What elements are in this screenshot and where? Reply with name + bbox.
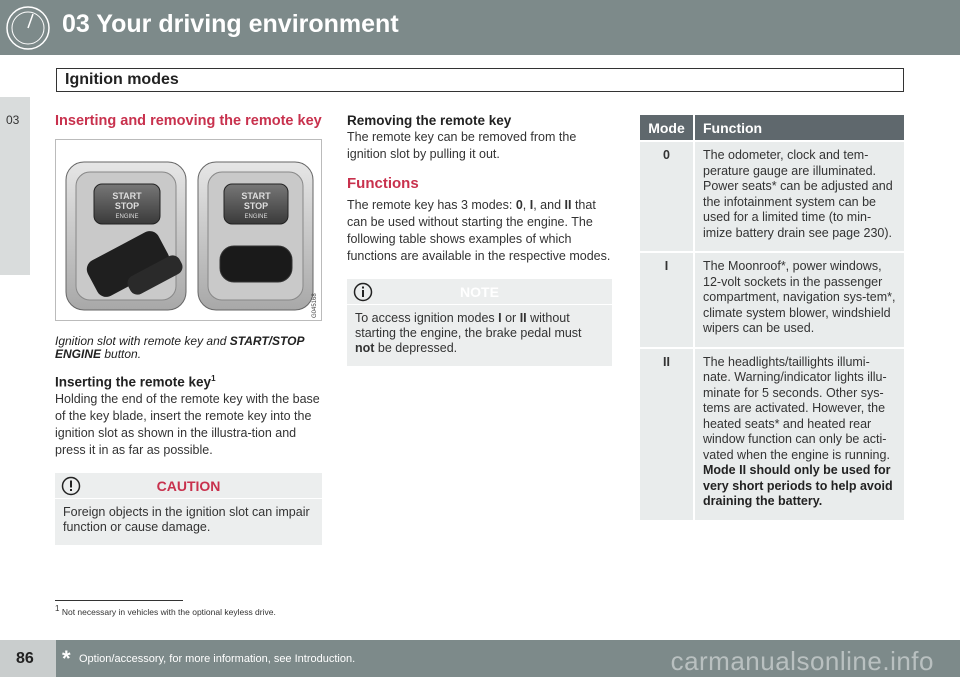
removing-body: The remote key can be removed from the ignition slot by pulling it out.: [347, 130, 577, 161]
caption-bold: START/STOP ENGINE: [55, 334, 304, 361]
functions-text-2: that can be used without starting the engine. The following table shows examples of which functions are available in the respective modes.: [347, 198, 611, 263]
heading-inserting-removing: Inserting and removing the remote key: [55, 113, 322, 129]
page-number-tab: [0, 640, 56, 677]
caution-text: Foreign objects in the ignition slot can impair function or cause damage.: [63, 504, 310, 534]
chapter-title: 03 Your driving environment: [62, 10, 399, 38]
heading-inserting-key: [55, 371, 322, 391]
heading-functions: Functions: [347, 175, 419, 192]
footer-bar: [0, 640, 960, 677]
footer-note: Option/accessory, for more information, see Introduction.: [79, 653, 356, 665]
note-not: not: [355, 341, 375, 355]
svg-text:ENGINE: ENGINE: [115, 214, 139, 220]
heading-removing-key: Removing the remote key: [347, 113, 512, 128]
functions-and: , and: [533, 198, 565, 212]
mode-2-label: II: [564, 198, 572, 212]
footnote-divider: [55, 600, 183, 601]
inserting-body: Holding the end of the remote key with the base of the key blade, insert the remote key into the ignition slot as shown in the illustra-tion and press it in as far as possible.: [55, 391, 320, 457]
footer-star: *: [62, 646, 71, 671]
table-row: [640, 348, 904, 520]
note-text-3: be depressed.: [374, 341, 458, 355]
mode-0-label: 0: [515, 198, 523, 212]
function-text: The headlights/taillights illumi-nate. Warning/indicator lights illu-minate for 5 seconds. Other sys-tems are activated. However, the heated seats* and heated rear window function can only be acti-vated when the engine is running.: [703, 354, 890, 462]
note-text: [347, 305, 612, 366]
note-header: [347, 279, 612, 305]
function-cell: The Moonroof*, power windows, 12-volt sockets in the passenger compartment, navigation sys-tem*, climate system blower, windshield wipers can be used.: [694, 252, 904, 348]
note-box: [347, 279, 612, 366]
header-mode: Mode: [640, 115, 694, 141]
svg-text:STOP: STOP: [114, 201, 140, 211]
section-title: Ignition modes: [65, 71, 179, 88]
gauge-icon: [4, 4, 52, 52]
mode-cell: 0: [640, 141, 694, 252]
section-title-box: [56, 68, 904, 92]
table-header-row: [640, 115, 904, 141]
note-mode-1: I: [498, 311, 502, 325]
left-column: [55, 113, 322, 545]
note-mode-2: II: [519, 311, 527, 325]
header-function: Function: [694, 115, 904, 141]
mode-cell: I: [640, 252, 694, 348]
footnote: [55, 604, 276, 617]
caution-header: [55, 473, 322, 499]
table-row: [640, 252, 904, 348]
ignition-slot-figure: [55, 139, 322, 321]
ignition-modes-table: [640, 115, 904, 520]
header-bar: [0, 0, 960, 55]
svg-text:START: START: [112, 191, 142, 201]
caption-suffix: button.: [101, 347, 142, 361]
function-cell: The odometer, clock and tem-perature gauge are illuminated. Power seats* can be adjusted and the infotainment system can be used for a limited time (to min-imize battery drain see page 230).: [694, 141, 904, 252]
caution-box: [55, 473, 322, 545]
functions-comma: ,: [522, 198, 530, 212]
figure-caption: [55, 335, 322, 361]
mode-ii-warning: Mode II should only be used for very short periods to help avoid draining the battery.: [703, 463, 893, 508]
heading-inserting-key-text: Inserting the remote key: [55, 374, 212, 390]
footnote-ref: 1: [211, 374, 216, 383]
functions-body: [347, 197, 612, 265]
caution-title: CAUTION: [156, 477, 221, 494]
ignition-slot-illustration: [56, 140, 322, 321]
note-title: NOTE: [460, 284, 499, 300]
table-row: [640, 141, 904, 252]
function-cell: [694, 348, 904, 520]
functions-text-1: The remote key has 3 modes:: [347, 198, 516, 212]
svg-text:ENGINE: ENGINE: [244, 214, 268, 220]
middle-column: [347, 113, 612, 366]
mode-cell: II: [640, 348, 694, 520]
note-text-2: without starting the engine, the brake pedal must: [355, 311, 582, 340]
caption-prefix: Ignition slot with remote key and: [55, 334, 230, 348]
chapter-side-tab-label: 03: [6, 113, 20, 127]
note-or: or: [501, 311, 520, 325]
page-number: 86: [16, 650, 34, 667]
watermark: carmanualsonline.info: [670, 646, 934, 676]
footnote-text: Not necessary in vehicles with the optional keyless drive.: [61, 606, 276, 617]
note-text-1: To access ignition modes: [355, 311, 499, 325]
footnote-number: 1: [55, 604, 60, 613]
svg-text:START: START: [241, 191, 271, 201]
svg-text:STOP: STOP: [243, 201, 269, 211]
figure-code: G045168: [312, 293, 318, 318]
mode-1-label: I: [529, 198, 534, 212]
